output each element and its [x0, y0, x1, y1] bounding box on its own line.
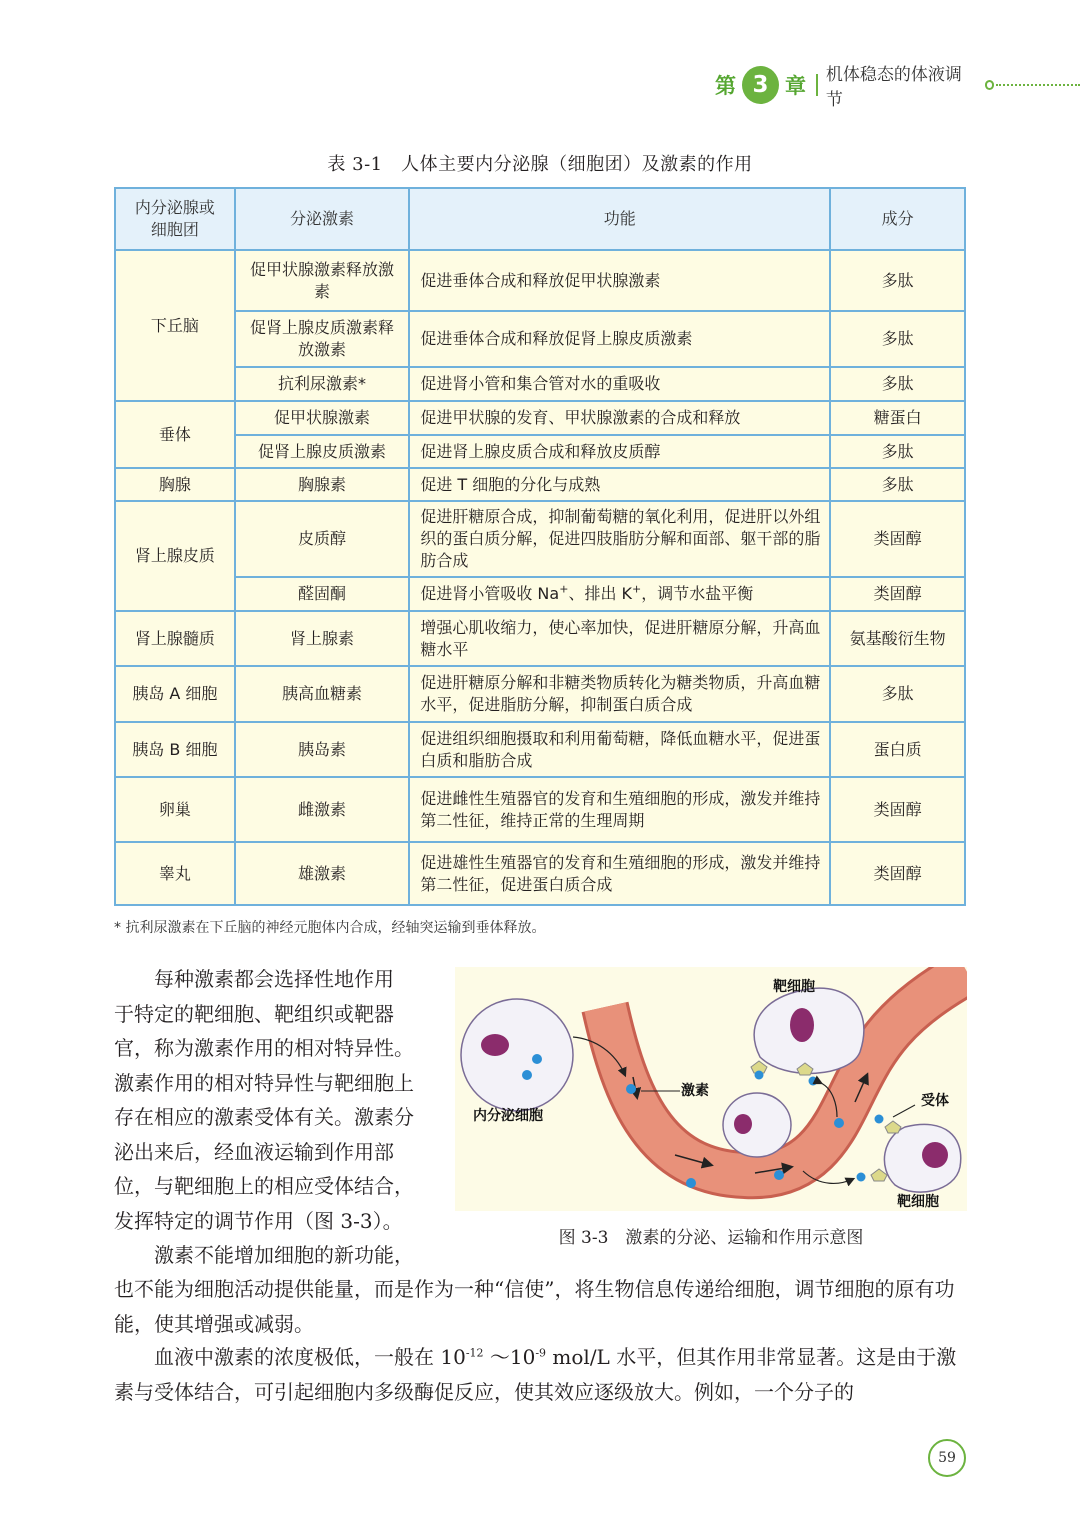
- hormone-cell: 皮质醇: [235, 501, 410, 577]
- table-row: [115, 611, 965, 666]
- function-text-na: 促进肾小管吸收 Na: [420, 584, 560, 603]
- table-caption: 表 3-1 人体主要内分泌腺（细胞团）及激素的作用: [327, 154, 753, 175]
- target-nucleus: [790, 1008, 814, 1042]
- gland-cell: 胸腺: [115, 468, 235, 501]
- chapter-prefix: 第: [715, 74, 736, 98]
- table-row: [115, 777, 965, 842]
- function-cell: 促进垂体合成和释放促甲状腺激素: [409, 250, 830, 311]
- composition-cell: 多肽: [830, 250, 965, 311]
- gland-cell: 胰岛 A 细胞: [115, 666, 235, 722]
- label-target-bottom: 靶细胞: [897, 1194, 939, 1210]
- gland-cell: 睾丸: [115, 842, 235, 905]
- hormone-cell: 胸腺素: [235, 468, 410, 501]
- hormone-cell: 雄激素: [235, 842, 410, 905]
- para1-line: 位，与靶细胞上的相应受体结合，: [114, 1174, 414, 1198]
- hormone-cell: 胰高血糖素: [235, 666, 410, 722]
- label-hormone: 激素: [681, 1083, 709, 1099]
- function-cell: [409, 577, 830, 611]
- hormone-molecule: [857, 1173, 866, 1182]
- paragraph-1: [114, 962, 444, 1238]
- header-hormone: 分泌激素: [235, 188, 410, 250]
- composition-cell: 多肽: [830, 311, 965, 367]
- para2-first-line: 激素不能增加细胞的新功能，: [154, 1243, 414, 1267]
- para1-line: 发挥特定的调节作用（图 3-3）。: [114, 1208, 403, 1233]
- composition-cell: 类固醇: [830, 777, 965, 842]
- composition-cell: 多肽: [830, 435, 965, 468]
- para1-line: 每种激素都会选择性地作用: [154, 967, 394, 991]
- para3-exp-1: -12: [465, 1346, 484, 1360]
- hormone-molecule: [774, 1170, 784, 1180]
- table-row: [115, 842, 965, 905]
- para3-text-a: 血液中激素的浓度极低，一般在 10: [154, 1345, 466, 1369]
- sup-plus-k: +: [632, 582, 642, 596]
- composition-cell: 蛋白质: [830, 722, 965, 777]
- table-row: [115, 722, 965, 777]
- table-header-row: [115, 188, 965, 250]
- hormone-molecule: [626, 1084, 636, 1094]
- hormone-cell: 促肾上腺皮质激素: [235, 435, 410, 468]
- table-row: [115, 468, 965, 501]
- hormone-molecule: [755, 1071, 764, 1080]
- para3-text-c: mol/L 水平，但其作用非常显著。这是由于激素与受体结合，可引起细胞内多级酶促反应，使其效应逐级放大。例如，一个分子的: [114, 1345, 957, 1404]
- gland-cell: 肾上腺皮质: [115, 501, 235, 611]
- function-cell: 增强心肌收缩力，使心率加快，促进肝糖原分解，升高血糖水平: [409, 611, 830, 666]
- function-text-k: 、排出 K: [568, 584, 633, 603]
- function-cell: 促进雌性生殖器官的发育和生殖细胞的形成，激发并维持第二性征，维持正常的生理周期: [409, 777, 830, 842]
- para1-line: 官，称为激素作用的相对特异性。: [114, 1036, 414, 1060]
- function-cell: 促进垂体合成和释放促肾上腺皮质激素: [409, 311, 830, 367]
- para3-exp-2: -9: [535, 1346, 547, 1360]
- paragraph-3: [114, 1340, 966, 1409]
- header-dotted-line: [996, 84, 1080, 86]
- hormone-cell: 抗利尿激素*: [235, 367, 410, 401]
- function-cell: 促进 T 细胞的分化与成熟: [409, 468, 830, 501]
- endocrine-nucleus: [481, 1034, 509, 1056]
- hormone-molecule: [532, 1054, 542, 1064]
- function-cell: 促进肝糖原合成，抑制葡萄糖的氧化利用，促进肝以外组织的蛋白质分解，促进四肢脂肪分解和面部、躯干部的脂肪合成: [409, 501, 830, 577]
- header-function: 功能: [409, 188, 830, 250]
- hormone-molecule: [686, 1178, 696, 1188]
- para1-line: 存在相应的激素受体有关。激素分: [114, 1105, 414, 1129]
- table-row: [115, 250, 965, 311]
- table-row: [115, 501, 965, 577]
- hormone-cell: 胰岛素: [235, 722, 410, 777]
- para1-line: 泌出来后，经血液运输到作用部: [114, 1139, 394, 1164]
- composition-cell: 多肽: [830, 367, 965, 401]
- composition-cell: 多肽: [830, 468, 965, 501]
- label-receptor: 受体: [921, 1093, 949, 1109]
- function-cell: 促进肾小管和集合管对水的重吸收: [409, 367, 830, 401]
- label-endocrine-cell: 内分泌细胞: [473, 1108, 543, 1124]
- header-composition: 成分: [830, 188, 965, 250]
- composition-cell: 类固醇: [830, 842, 965, 905]
- para3-text-b: ～10: [483, 1345, 536, 1369]
- table-row: [115, 435, 965, 468]
- non-target-nucleus: [734, 1114, 752, 1134]
- para1-line: 于特定的靶细胞、靶组织或靶器: [114, 1001, 394, 1026]
- table-row: [115, 577, 965, 611]
- para1-line: 激素作用的相对特异性与靶细胞上: [114, 1070, 414, 1095]
- function-cell: 促进肝糖原分解和非糖类物质转化为糖类物质，升高血糖水平，促进脂肪分解，抑制蛋白质合成: [409, 666, 830, 722]
- non-target-cell: [723, 1093, 791, 1157]
- function-cell: 促进肾上腺皮质合成和释放皮质醇: [409, 435, 830, 468]
- composition-cell: 类固醇: [830, 577, 965, 611]
- hormone-transport-figure: [455, 967, 967, 1211]
- hormone-molecule: [834, 1118, 844, 1128]
- endocrine-cell: [461, 999, 573, 1111]
- hormone-cell: 肾上腺素: [235, 611, 410, 666]
- sup-plus-na: +: [559, 582, 569, 596]
- table-row: [115, 666, 965, 722]
- composition-cell: 多肽: [830, 666, 965, 722]
- chapter-header: [715, 64, 1080, 110]
- hormone-cell: 促甲状腺激素: [235, 401, 410, 435]
- composition-cell: 类固醇: [830, 501, 965, 577]
- chapter-title: 机体稳态的体液调节: [825, 65, 962, 110]
- hormone-cell: 雌激素: [235, 777, 410, 842]
- hormone-cell: 醛固酮: [235, 577, 410, 611]
- page-number: 59: [928, 1439, 966, 1477]
- composition-cell: 氨基酸衍生物: [830, 611, 965, 666]
- label-target-top: 靶细胞: [773, 979, 815, 995]
- gland-cell: 垂体: [115, 401, 235, 468]
- gland-cell: 肾上腺髓质: [115, 611, 235, 666]
- target-nucleus: [922, 1142, 948, 1168]
- table-row: [115, 311, 965, 367]
- gland-cell: 卵巢: [115, 777, 235, 842]
- function-cell: 促进雄性生殖器官的发育和生殖细胞的形成，激发并维持第二性征，促进蛋白质合成: [409, 842, 830, 905]
- composition-cell: 糖蛋白: [830, 401, 965, 435]
- function-cell: 促进甲状腺的发育、甲状腺激素的合成和释放: [409, 401, 830, 435]
- paragraph-2: 也不能为细胞活动提供能量，而是作为一种“信使”，将生物信息传递给细胞，调节细胞的原有功能，使其增强或减弱。: [114, 1277, 955, 1336]
- hormone-molecule: [522, 1070, 532, 1080]
- hormone-cell: 促甲状腺激素释放激素: [235, 250, 410, 311]
- table-row: [115, 367, 965, 401]
- table-footnote: * 抗利尿激素在下丘脑的神经元胞体内合成，经轴突运输到垂体释放。: [114, 920, 546, 936]
- hormone-cell: 促肾上腺皮质激素释放激素: [235, 311, 410, 367]
- header-divider: [816, 74, 818, 96]
- chapter-suffix: 章: [784, 74, 806, 98]
- function-cell: 促进组织细胞摄取和利用葡萄糖，降低血糖水平，促进蛋白质和脂肪合成: [409, 722, 830, 777]
- gland-cell: 胰岛 B 细胞: [115, 722, 235, 777]
- hormone-molecule: [875, 1115, 884, 1124]
- header-dot-icon: [985, 80, 995, 90]
- chapter-number-badge: 3: [742, 66, 779, 104]
- hormone-molecule: [809, 1077, 818, 1086]
- table-row: [115, 401, 965, 435]
- hormone-table: [114, 187, 966, 906]
- function-text-balance: ，调节水盐平衡: [641, 584, 754, 603]
- gland-cell: 下丘脑: [115, 250, 235, 401]
- header-gland: 内分泌腺或细胞团: [115, 188, 235, 250]
- figure-caption: 图 3-3 激素的分泌、运输和作用示意图: [558, 1228, 864, 1248]
